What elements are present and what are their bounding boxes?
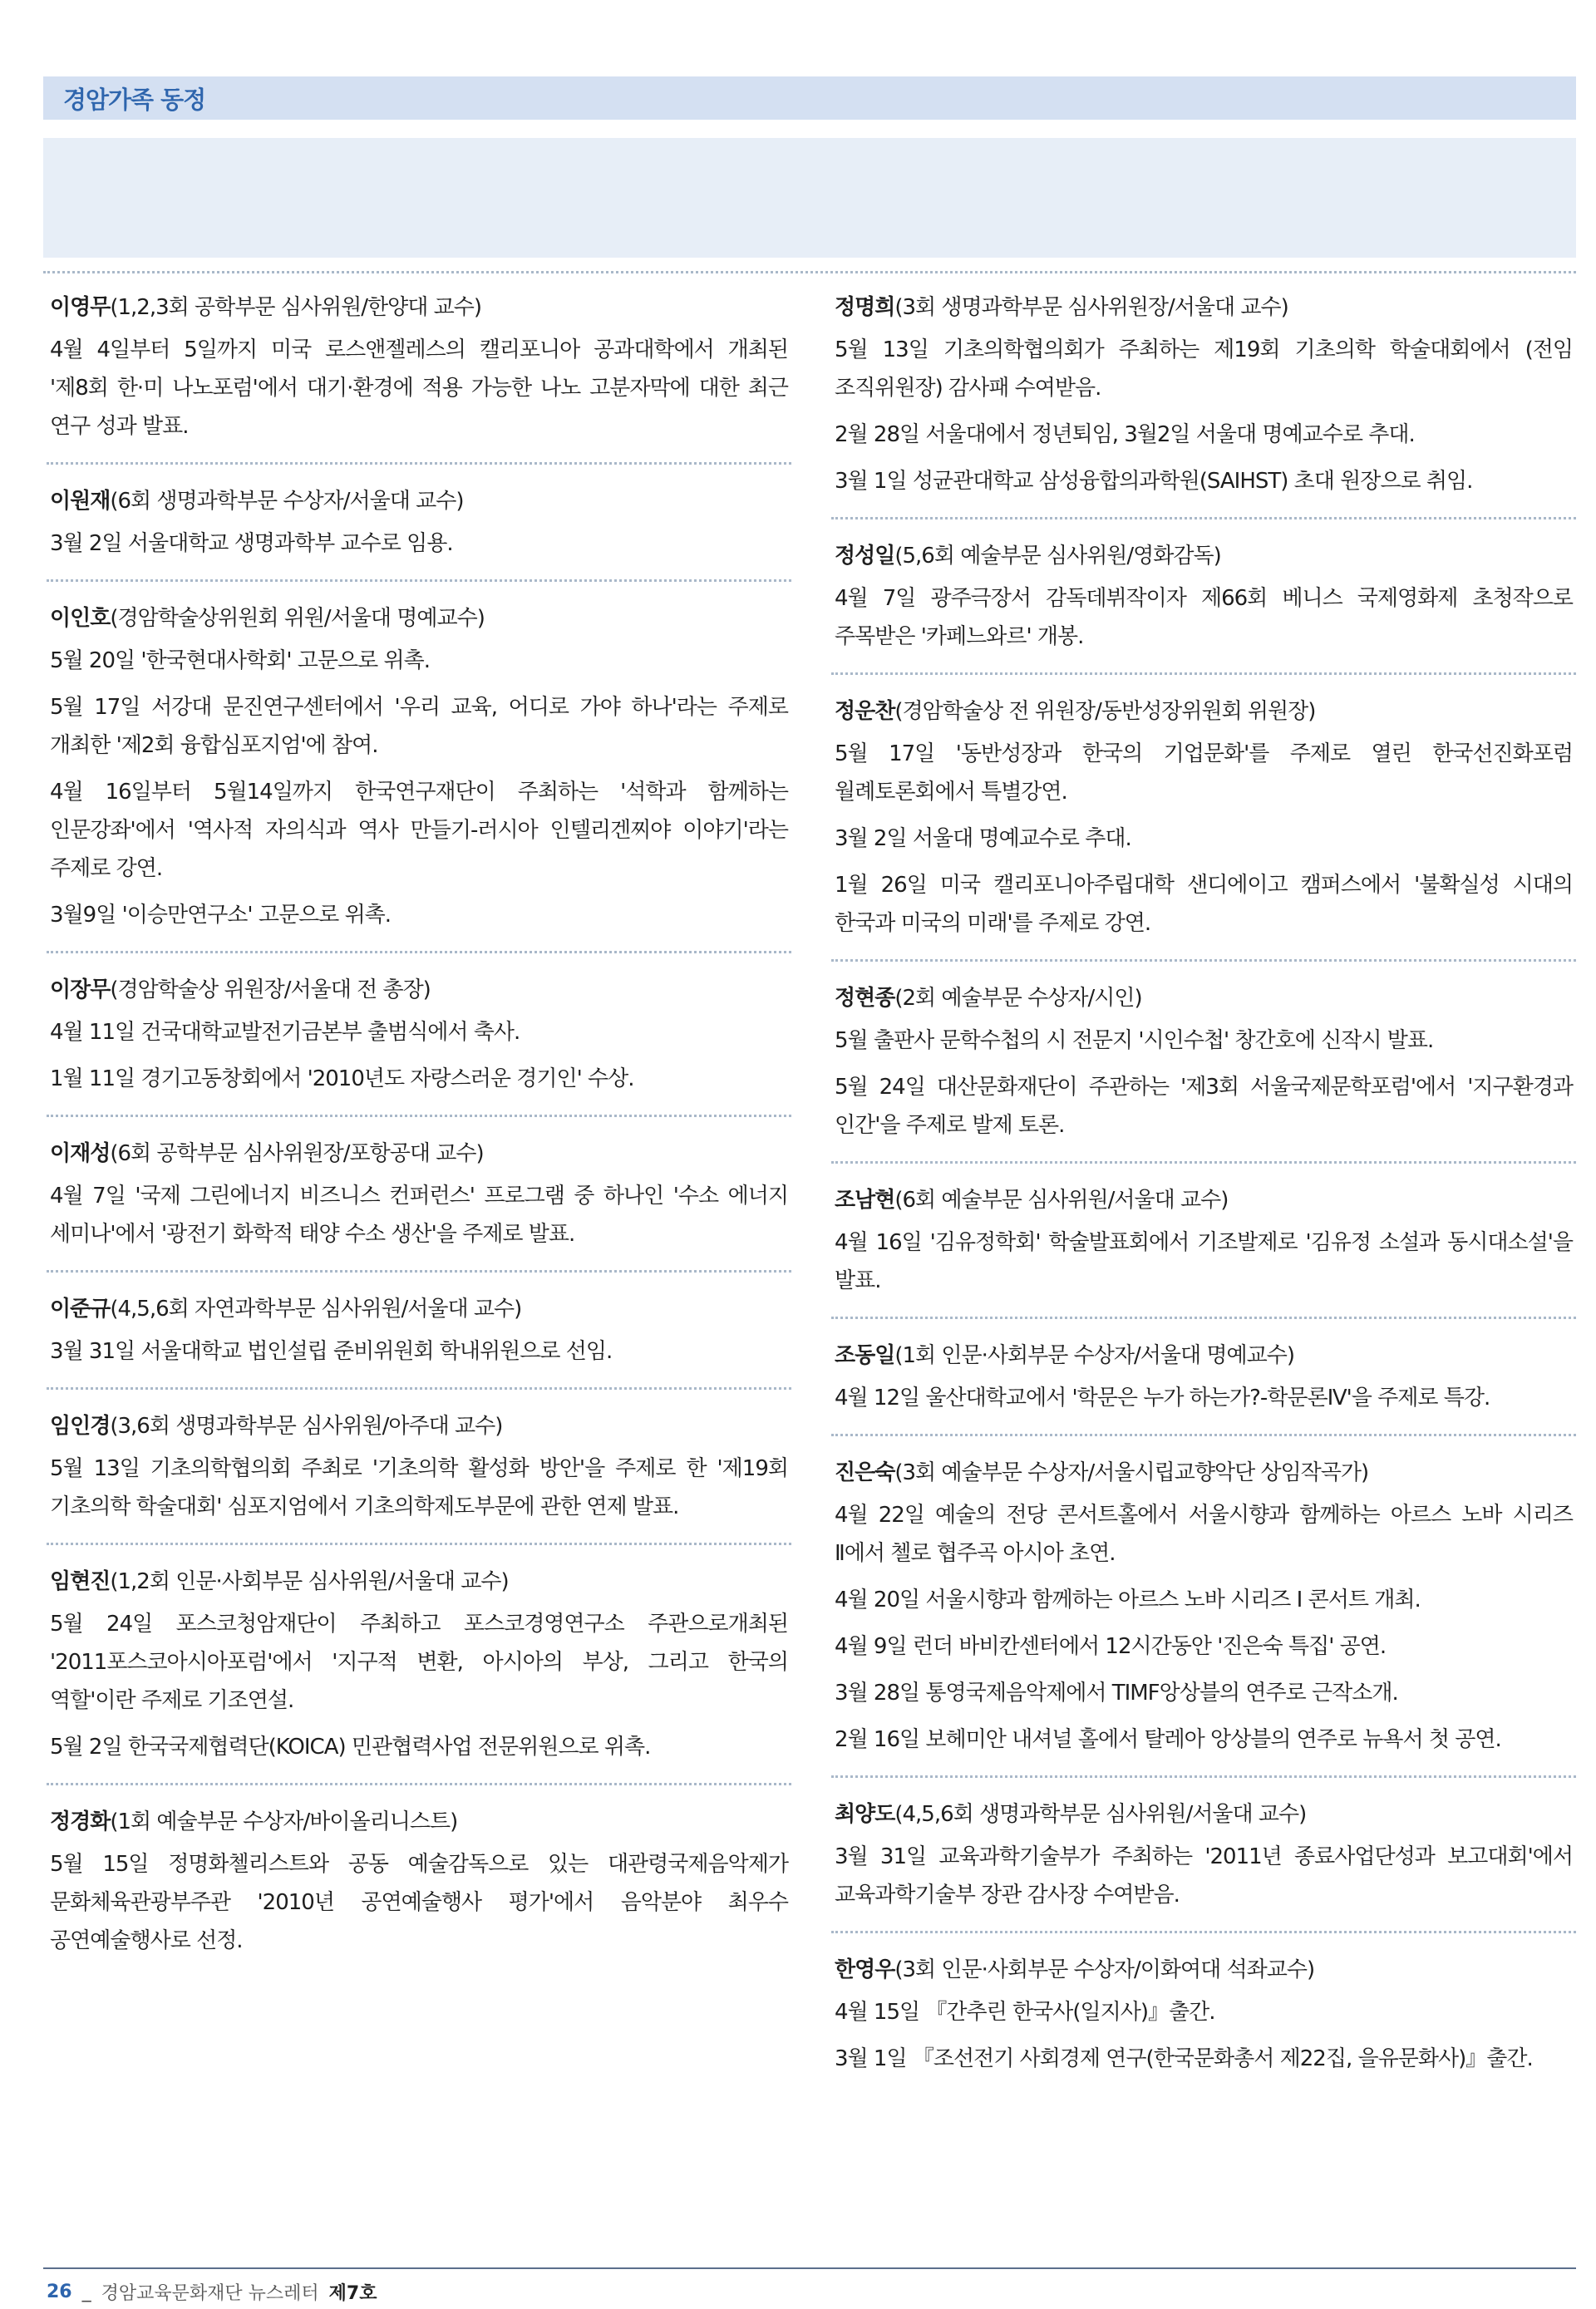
activity-list [50, 331, 788, 446]
activity-item: 4월 22일 예술의 전당 콘서트홀에서 서울시향과 함께하는 아르스 노바 시리즈 Ⅱ에서 첼로 협주곡 아시아 초연. [835, 1503, 1573, 1566]
member-name: 정명희 [835, 295, 895, 320]
member-heading [50, 1804, 788, 1840]
activity-list [835, 1379, 1573, 1417]
member-name: 이원재 [50, 489, 111, 514]
activity-list [835, 735, 1573, 943]
member-entry [831, 1448, 1576, 1778]
member-name: 이인호 [50, 606, 111, 631]
member-entry [47, 1129, 791, 1273]
member-entry [47, 965, 791, 1117]
member-role: (경암학술상 전 위원장/동반성장위원회 위원장) [894, 699, 1316, 724]
member-entry [831, 973, 1576, 1164]
member-role: (경암학술상 위원장/서울대 전 총장) [110, 977, 431, 1002]
member-role: (1회 인문·사회부문 수상자/서울대 명예교수) [894, 1343, 1294, 1368]
member-role: (3,6회 생명과학부문 심사위원/아주대 교수) [110, 1414, 503, 1439]
member-heading [835, 538, 1573, 574]
member-heading [835, 1182, 1573, 1219]
member-role: (1,2회 인문·사회부문 심사위원/서울대 교수) [110, 1569, 509, 1594]
member-heading [835, 693, 1573, 730]
member-role: (경암학술상위원회 위원/서울대 명예교수) [110, 606, 485, 631]
member-entry [47, 1557, 791, 1785]
header-banner [43, 138, 1576, 258]
activity-list [835, 1496, 1573, 1759]
member-entry [47, 593, 791, 953]
activity-list [50, 1332, 788, 1371]
activity-list [50, 1013, 788, 1098]
left-column [47, 283, 791, 1977]
member-entry [47, 1797, 791, 1977]
member-heading [50, 972, 788, 1008]
activity-list [835, 1838, 1573, 1914]
top-divider [43, 271, 1576, 273]
activity-item: 5월 출판사 문학수첩의 시 전문지 '시인수첩' 창간호에 신작시 발표. [835, 1028, 1434, 1053]
activity-list [835, 579, 1573, 656]
footer-separator: _ [81, 2281, 91, 2302]
activity-list [835, 1993, 1573, 2078]
activity-item: 4월 11일 건국대학교발전기금본부 출범식에서 축사. [50, 1020, 520, 1045]
member-entry [831, 283, 1576, 519]
activity-item: 5월 15일 정명화첼리스트와 공동 예술감독으로 있는 대관령국제음악제가 문화체육관광부주관 '2010년 공연예술행사 평가'에서 음악분야 최우수 공연예술행사로 선정. [50, 1852, 788, 1953]
member-name: 조남현 [835, 1188, 895, 1213]
publication-name: 경암교육문화재단 뉴스레터 [101, 2282, 319, 2304]
activity-list [50, 524, 788, 563]
activity-item: 5월 24일 대산문화재단이 주관하는 '제3회 서울국제문학포럼'에서 '지구환경과 인간'을 주제로 발제 토론. [835, 1075, 1573, 1138]
right-column [831, 283, 1576, 2095]
section-header-bar [43, 76, 1576, 120]
activity-list [835, 1022, 1573, 1145]
page-number: 26 [47, 2281, 72, 2302]
activity-item: 4월 12일 울산대학교에서 '학문은 누가 하는가?-학문론Ⅳ'을 주제로 특강. [835, 1386, 1490, 1411]
member-entry [831, 1945, 1576, 2095]
activity-item: 5월 24일 포스코청암재단이 주최하고 포스코경영연구소 주관으로개최된 '2011포스코아시아포럼'에서 '지구적 변환, 아시아의 부상, 그리고 한국의 역할'이란 주제로 기조연설. [50, 1612, 788, 1713]
member-entry [831, 1331, 1576, 1436]
activity-item: 3월 2일 서울대 명예교수로 추대. [835, 826, 1131, 851]
section-title: 경암가족 동정 [63, 85, 206, 114]
member-entry [47, 476, 791, 582]
member-role: (1,2,3회 공학부문 심사위원/한양대 교수) [110, 295, 481, 320]
member-heading [835, 289, 1573, 326]
member-role: (5,6회 예술부문 심사위원/영화감독) [894, 544, 1221, 569]
member-heading [50, 1135, 788, 1172]
activity-item: 4월 15일 『간추린 한국사(일지사)』출간. [835, 2000, 1215, 2025]
activity-item: 3월 28일 통영국제음악제에서 TIMF앙상블의 연주로 근작소개. [835, 1681, 1398, 1706]
activity-list [835, 331, 1573, 500]
member-entry [831, 531, 1576, 675]
activity-list [50, 1605, 788, 1766]
activity-item: 4월 16일부터 5월14일까지 한국연구재단이 주최하는 '석학과 함께하는 인문강좌'에서 '역사적 자의식과 역사 만들기-러시아 인텔리겐찌야 이야기'라는 주제로 강연. [50, 780, 788, 881]
member-name: 정현종 [835, 986, 895, 1011]
activity-item: 5월 2일 한국국제협력단(KOICA) 민관협력사업 전문위원으로 위촉. [50, 1735, 651, 1760]
activity-item: 4월 20일 서울시향과 함께하는 아르스 노바 시리즈 Ⅰ 콘서트 개최. [835, 1588, 1421, 1612]
member-name: 이장무 [50, 977, 111, 1002]
member-role: (6회 공학부문 심사위원장/포항공대 교수) [110, 1141, 484, 1166]
member-heading [50, 600, 788, 637]
activity-item: 5월 17일 '동반성장과 한국의 기업문화'를 주제로 열린 한국선진화포럼 월례토론회에서 특별강연. [835, 741, 1573, 805]
activity-item: 2월 28일 서울대에서 정년퇴임, 3월2일 서울대 명예교수로 추대. [835, 422, 1415, 447]
member-name: 정경화 [50, 1809, 111, 1834]
activity-item: 2월 16일 보헤미안 내셔널 홀에서 탈레아 앙상블의 연주로 뉴욕서 첫 공연. [835, 1727, 1501, 1752]
member-role: (4,5,6회 생명과학부문 심사위원/서울대 교수) [894, 1802, 1307, 1827]
member-role: (3회 인문·사회부문 수상자/이화여대 석좌교수) [894, 1957, 1315, 1982]
member-role: (3회 예술부문 수상자/서울시립교향악단 상임작곡가) [894, 1460, 1369, 1485]
member-name: 최양도 [835, 1802, 895, 1827]
activity-list [50, 642, 788, 934]
member-heading [835, 1337, 1573, 1374]
member-heading [50, 483, 788, 519]
member-heading [835, 1455, 1573, 1491]
activity-list [50, 1177, 788, 1253]
member-role: (6회 생명과학부문 수상자/서울대 교수) [110, 489, 464, 514]
activity-item: 4월 9일 런더 바비칸센터에서 12시간동안 '진은숙 특집' 공연. [835, 1634, 1387, 1659]
member-role: (6회 예술부문 심사위원/서울대 교수) [894, 1188, 1229, 1213]
member-heading [50, 1563, 788, 1600]
footer-divider [43, 2267, 1576, 2269]
activity-item: 5월 20일 '한국현대사학회' 고문으로 위촉. [50, 648, 430, 673]
activity-item: 4월 4일부터 5일까지 미국 로스앤젤레스의 캘리포니아 공과대학에서 개최된 '제8회 한·미 나노포럼'에서 대기·환경에 적용 가능한 나노 고분자막에 대한 최근 연구 성과 발표. [50, 337, 788, 439]
member-role: (4,5,6회 자연과학부문 심사위원/서울대 교수) [110, 1297, 522, 1322]
member-name: 정성일 [835, 544, 895, 569]
activity-item: 5월 13일 기초의학협의회 주최로 '기초의학 활성화 방안'을 주제로 한 '제19회 기초의학 학술대회' 심포지엄에서 기초의학제도부문에 관한 연제 발표. [50, 1456, 788, 1519]
member-heading [835, 1796, 1573, 1833]
member-name: 임인경 [50, 1414, 111, 1439]
member-role: (3회 생명과학부문 심사위원장/서울대 교수) [894, 295, 1288, 320]
member-entry [47, 283, 791, 465]
member-heading [50, 1291, 788, 1327]
activity-item: 3월 2일 서울대학교 생명과학부 교수로 임용. [50, 531, 453, 556]
member-entry [47, 1401, 791, 1545]
activity-list [50, 1845, 788, 1960]
member-heading [835, 980, 1573, 1017]
member-name: 이영무 [50, 295, 111, 320]
member-name: 진은숙 [835, 1460, 895, 1485]
member-name: 정운찬 [835, 699, 895, 724]
activity-item: 3월 1일 『조선전기 사회경제 연구(한국문화총서 제22집, 을유문화사)』출간. [835, 2046, 1533, 2071]
member-heading [50, 1408, 788, 1445]
activity-item: 1월 11일 경기고동창회에서 '2010년도 자랑스러운 경기인' 수상. [50, 1066, 634, 1091]
member-entry [831, 1790, 1576, 1933]
activity-list [50, 1450, 788, 1526]
member-name: 조동일 [835, 1343, 895, 1368]
issue-number: 제7호 [328, 2282, 377, 2304]
activity-item: 1월 26일 미국 캘리포니아주립대학 샌디에이고 캠퍼스에서 '불확실성 시대의 한국과 미국의 미래'를 주제로 강연. [835, 873, 1573, 936]
member-entry [47, 1284, 791, 1390]
member-name: 이재성 [50, 1141, 111, 1166]
member-heading [835, 1952, 1573, 1988]
member-heading [50, 289, 788, 326]
activity-item: 3월 31일 교육과학기술부가 주최하는 '2011년 종료사업단성과 보고대회'에서 교육과학기술부 장관 감사장 수여받음. [835, 1844, 1573, 1908]
activity-item: 3월9일 '이승만연구소' 고문으로 위촉. [50, 903, 392, 928]
member-name: 임현진 [50, 1569, 111, 1594]
activity-item: 3월 31일 서울대학교 법인설립 준비위원회 학내위원으로 선임. [50, 1339, 613, 1364]
member-name: 이준규 [50, 1297, 111, 1322]
activity-item: 5월 13일 기초의학협의회가 주최하는 제19회 기초의학 학술대회에서 (전임 조직위원장) 감사패 수여받음. [835, 337, 1573, 401]
activity-item: 4월 16일 '김유정학회' 학술발표회에서 기조발제로 '김유정 소설과 동시대소설'을 발표. [835, 1230, 1573, 1293]
activity-item: 3월 1일 성균관대학교 삼성융합의과학원(SAIHST) 초대 원장으로 취임. [835, 469, 1473, 494]
activity-item: 4월 7일 광주극장서 감독데뷔작이자 제66회 베니스 국제영화제 초청작으로 주목받은 '카페느와르' 개봉. [835, 586, 1573, 649]
member-entry [831, 1175, 1576, 1319]
member-name: 한영우 [835, 1957, 895, 1982]
activity-item: 4월 7일 '국제 그린에너지 비즈니스 컨퍼런스' 프로그램 중 하나인 '수소 에너지 세미나'에서 '광전기 화학적 태양 수소 생산'을 주제로 발표. [50, 1184, 788, 1247]
activity-list [835, 1223, 1573, 1300]
page-footer [47, 2279, 377, 2304]
member-entry [831, 687, 1576, 962]
member-role: (2회 예술부문 수상자/시인) [894, 986, 1142, 1011]
activity-item: 5월 17일 서강대 문진연구센터에서 '우리 교육, 어디로 가야 하나'라는 주제로 개최한 '제2회 융합심포지엄'에 참여. [50, 695, 788, 758]
member-role: (1회 예술부문 수상자/바이올리니스트) [110, 1809, 458, 1834]
